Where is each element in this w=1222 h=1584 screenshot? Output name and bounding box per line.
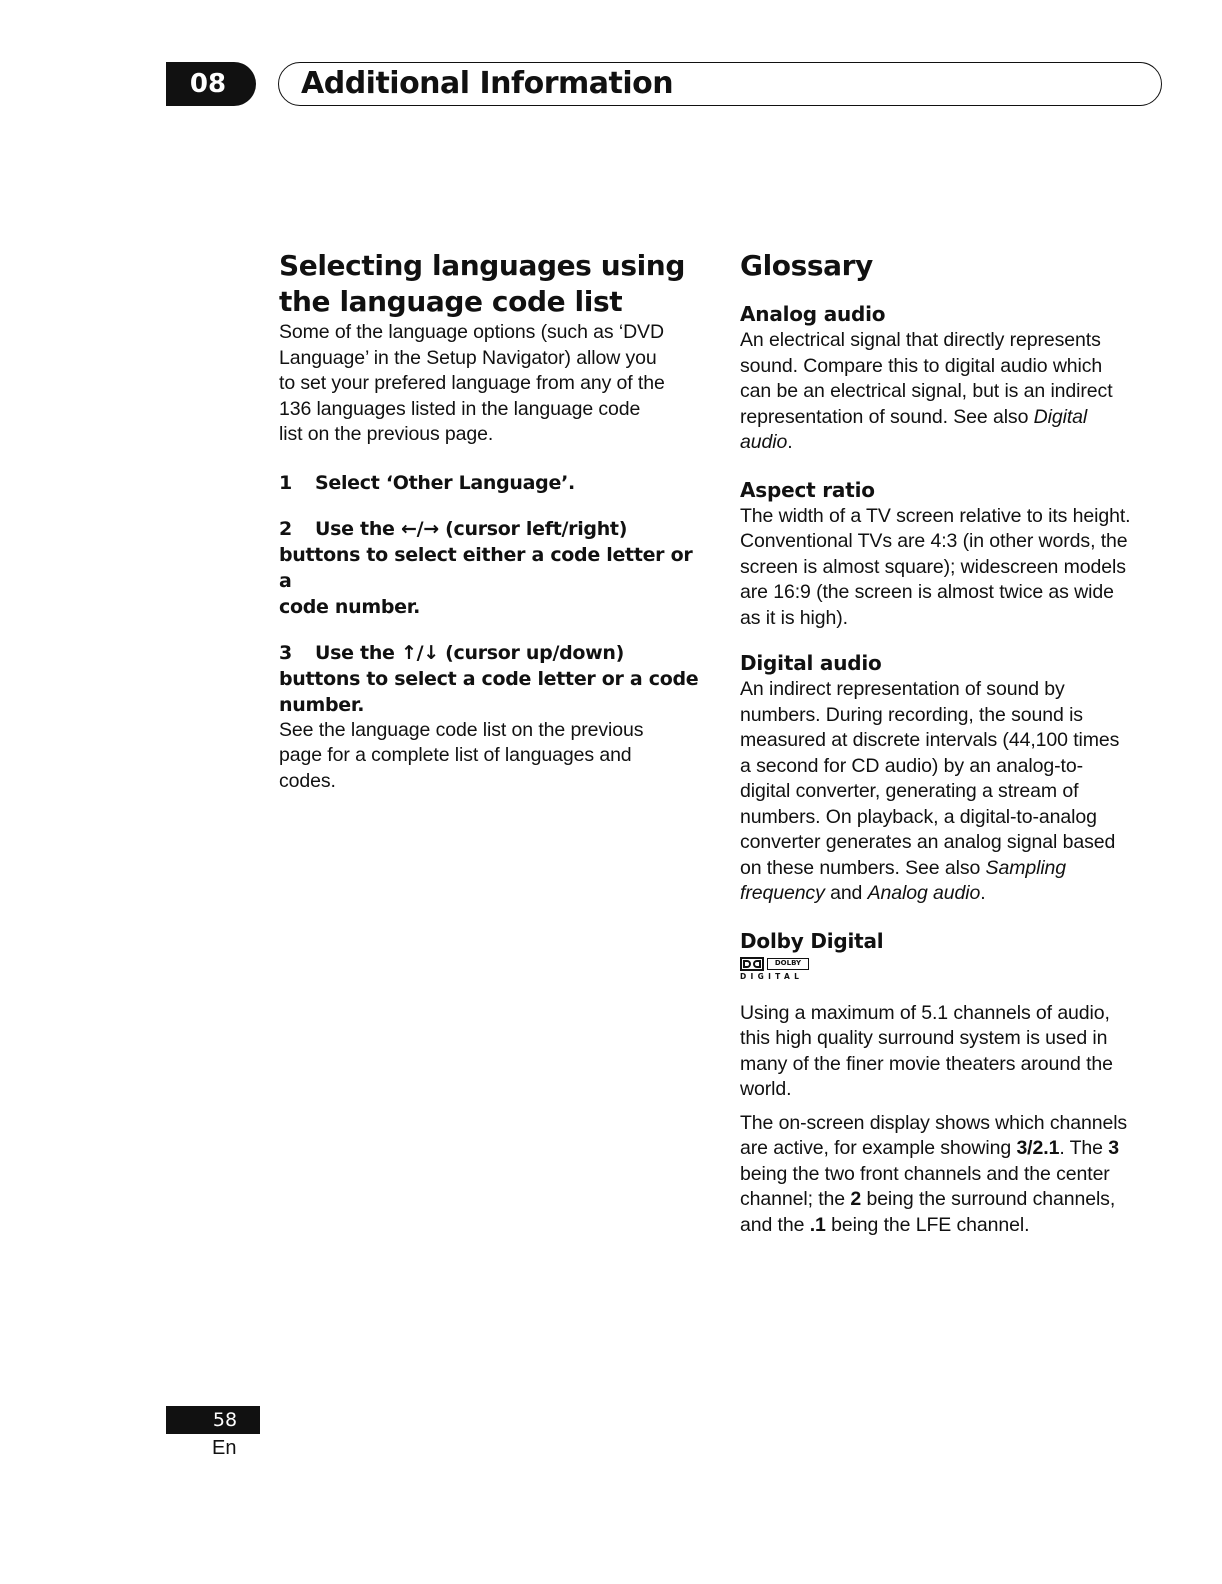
cross-reference: Analog audio: [867, 882, 981, 904]
step-text: buttons to select either a code letter or a: [279, 543, 693, 592]
definition-line: representation of sound. See also: [740, 405, 1034, 428]
definition-line: The width of a TV screen relative to its height.: [740, 504, 1131, 527]
definition-line: being the surround channels,: [861, 1188, 1116, 1210]
dolby-logo-word: DOLBY: [767, 958, 809, 970]
intro-line: 136 languages listed in the language code: [279, 397, 641, 420]
cross-reference: audio: [740, 431, 788, 453]
channel-number: 3: [1108, 1137, 1119, 1159]
double-d-icon: [740, 957, 764, 971]
definition-line: Conventional TVs are 4:3 (in other words, the: [740, 530, 1128, 552]
step-2: [279, 516, 709, 620]
step-text: number.: [279, 693, 365, 716]
definition-line: .: [787, 431, 793, 453]
intro-paragraph: [279, 320, 709, 448]
definition-line: Using a maximum of 5.1 channels of audio,: [740, 1001, 1110, 1024]
definition-aspect-ratio: [740, 504, 1170, 632]
section-title-line1: Selecting languages using: [279, 249, 685, 282]
note-line: page for a complete list of languages and: [279, 744, 632, 766]
definition-line: and: [824, 882, 868, 904]
definition-line: are active, for example showing: [740, 1137, 1017, 1159]
definition-line: being the LFE channel.: [825, 1213, 1030, 1236]
page-number: 58: [166, 1406, 260, 1434]
intro-line: to set your prefered language from any of the: [279, 372, 665, 394]
channel-number: 2: [850, 1188, 862, 1210]
step-number: 2: [279, 517, 292, 540]
term-dolby-digital: Dolby Digital: [740, 928, 884, 953]
note-line: See the language code list on the previous: [279, 718, 644, 741]
term-digital-audio: Digital audio: [740, 651, 882, 675]
section-title-language-code: [279, 248, 709, 320]
definition-line: on these numbers. See also: [740, 856, 986, 879]
definition-line: An electrical signal that directly represents: [740, 329, 1101, 351]
intro-line: Some of the language options (such as ‘DVD: [279, 321, 664, 343]
definition-line: numbers. On playback, a digital-to-analog: [740, 805, 1097, 828]
definition-line: a second for CD audio) by an analog-to-: [740, 754, 1083, 777]
intro-line: list on the previous page.: [279, 423, 494, 445]
definition-line: .: [980, 882, 986, 904]
step-3: [279, 640, 709, 718]
definition-line: The on-screen display shows which channels: [740, 1111, 1128, 1134]
step-text: code number.: [279, 595, 421, 618]
page-language: En: [212, 1437, 237, 1459]
definition-line: screen is almost square); widescreen models: [740, 555, 1126, 578]
term-aspect-ratio: Aspect ratio: [740, 477, 875, 502]
note-line: codes.: [279, 769, 336, 792]
definition-analog-audio: [740, 328, 1170, 456]
definition-line: channel; the: [740, 1188, 851, 1210]
definition-digital-audio: [740, 677, 1170, 907]
step-number: 1: [279, 471, 292, 494]
section-title-line2: the language code list: [279, 285, 623, 318]
definition-line: digital converter, generating a stream of: [740, 780, 1079, 802]
cross-reference: Sampling: [985, 856, 1067, 879]
term-analog-audio: Analog audio: [740, 302, 886, 326]
definition-line: as it is high).: [740, 606, 848, 629]
definition-dolby-digital-1: [740, 1001, 1170, 1103]
channel-number: .1: [809, 1213, 826, 1236]
definition-line: world.: [740, 1078, 792, 1100]
step-text: buttons to select a code letter or a code: [279, 667, 699, 690]
step-3-note: [279, 718, 709, 795]
definition-line: numbers. During recording, the sound is: [740, 703, 1083, 726]
definition-line: . The: [1059, 1137, 1109, 1159]
left-column: [279, 248, 709, 794]
definition-line: being the two front channels and the center: [740, 1162, 1110, 1185]
step-text: Use the ←/→ (cursor left/right): [315, 517, 628, 540]
definition-dolby-digital-2: [740, 1111, 1170, 1239]
step-text: Select ‘Other Language’.: [315, 471, 575, 494]
definition-line: are 16:9 (the screen is almost twice as wide: [740, 581, 1114, 603]
definition-line: measured at discrete intervals (44,100 times: [740, 729, 1120, 751]
step-1: [279, 470, 709, 496]
definition-line: An indirect representation of sound by: [740, 678, 1065, 700]
definition-line: many of the finer movie theaters around the: [740, 1052, 1113, 1075]
definition-line: can be an electrical signal, but is an indirect: [740, 380, 1113, 402]
intro-line: Language’ in the Setup Navigator) allow you: [279, 346, 657, 369]
glossary-column: [740, 248, 1170, 1238]
cross-reference: Digital: [1033, 405, 1088, 428]
definition-line: this high quality surround system is used in: [740, 1027, 1108, 1049]
dolby-digital-logo: [740, 957, 812, 983]
definition-line: sound. Compare this to digital audio which: [740, 354, 1103, 377]
dolby-logo-subtext: DIGITAL: [740, 971, 804, 981]
cross-reference: frequency: [740, 882, 825, 904]
page-title: Additional Information: [301, 66, 674, 101]
glossary-title: Glossary: [740, 249, 873, 282]
step-text: Use the ↑/↓ (cursor up/down): [315, 641, 625, 664]
channel-config: 3/2.1: [1016, 1137, 1060, 1159]
step-number: 3: [279, 641, 292, 664]
chapter-number-tab: 08: [166, 62, 256, 106]
definition-line: converter generates an analog signal based: [740, 831, 1116, 853]
definition-line: and the: [740, 1213, 810, 1236]
